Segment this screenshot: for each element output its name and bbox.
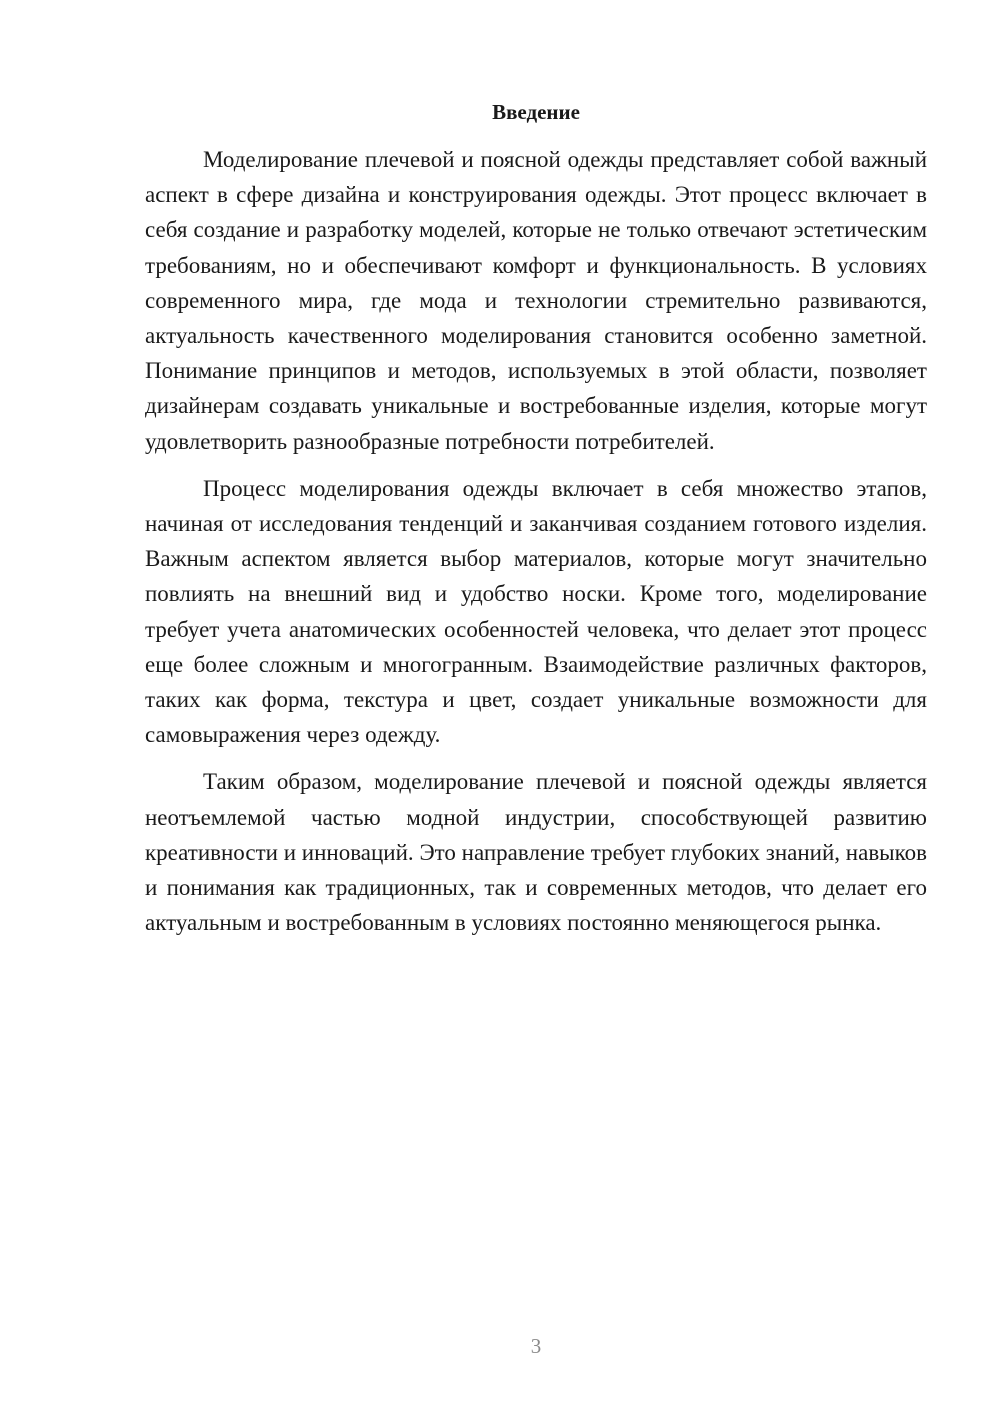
- paragraph-1: Моделирование плечевой и поясной одежды представляет собой важный аспект в сфере дизайна и конструирования одежды. Этот процесс включает в себя создание и разработку моделей, которые не только отвечают эстетическим требованиям, но и обеспечивают комфорт и функциональность. В условиях современного мира, где мода и технологии стремительно развиваются, актуальность качественного моделирования становится особенно заметной. Понимание принципов и методов, используемых в этой области, позволяет дизайнерам создавать уникальные и востребованные изделия, которые могут удовлетворить разнообразные потребности потребителей.: [145, 147, 927, 454]
- page-number: 3: [530, 1334, 542, 1358]
- paragraph-2: Процесс моделирования одежды включает в себя множество этапов, начиная от исследования тенденций и заканчивая созданием готового изделия. Важным аспектом является выбор материалов, которые могут значительно повлиять на внешний вид и удобство носки. Кроме того, моделирование требует учета анатомических особенностей человека, что делает этот процесс еще более сложным и многогранным. Взаимодействие различных факторов, таких как форма, текстура и цвет, создает уникальные возможности для самовыражения через одежду.: [145, 475, 927, 748]
- body-text: [145, 142, 927, 952]
- paragraph-3: Таким образом, моделирование плечевой и поясной одежды является неотъемлемой частью модной индустрии, способствующей развитию креативности и инноваций. Это направление требует глубоких знаний, навыков и понимания как традиционных, так и современных методов, что делает его актуальным и востребованным в условиях постоянно меняющегося рынка.: [145, 769, 927, 936]
- section-title: Введение: [492, 100, 580, 124]
